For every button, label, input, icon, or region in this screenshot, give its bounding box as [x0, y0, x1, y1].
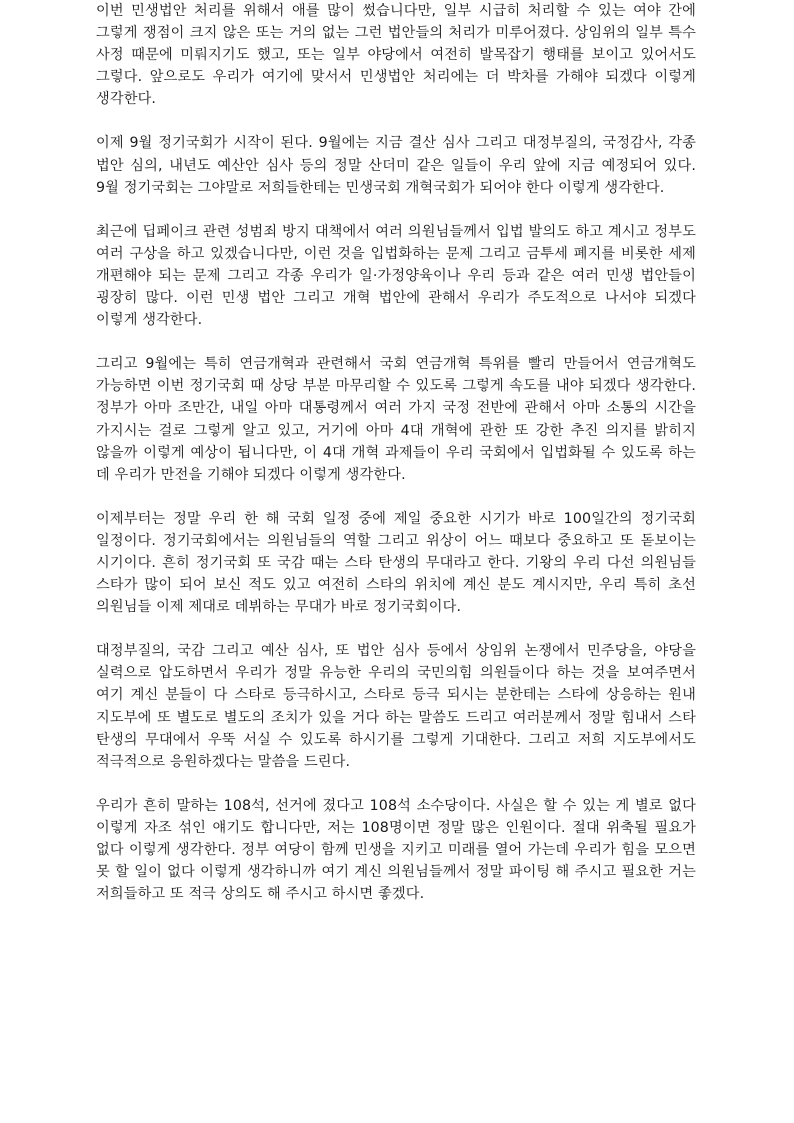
paragraph-5: 이제부터는 정말 우리 한 해 국회 일정 중에 제일 중요한 시기가 바로 100일간의 정기국회 일정이다. 정기국회에서는 의원님들의 역할 그리고 위상이 어느 때보다 중요하고 또 돋보이는 시기이다. 흔히 정기국회 또 국감 때는 스타 탄생의 무대라고 한다. 기왕의 우리 다선 의원님들 스타가 많이 되어 보신 적도 있고 여전히 스타의 위치에 계신 분도 계시지만, 우리 특히 초선 의원님들 이제 제대로 데뷔하는 무대가 바로 정기국회이다.: [96, 510, 696, 616]
paragraph-4: 그리고 9월에는 특히 연금개혁과 관련해서 국회 연금개혁 특위를 빨리 만들어서 연금개혁도 가능하면 이번 정기국회 때 상당 부분 마무리할 수 있도록 그렇게 속도를 내야 되겠다 생각한다. 정부가 아마 조만간, 내일 아마 대통령께서 여러 가지 국정 전반에 관해서 아마 소통의 시간을 가지시는 걸로 그렇게 알고 있고, 거기에 아마 4대 개혁에 관한 또 강한 추진 의지를 밝히지 않을까 이렇게 예상이 됩니다만, 이 4대 개혁 과제들이 우리 국회에서 입법화될 수 있도록 하는 데 우리가 만전을 기해야 되겠다 이렇게 생각한다.: [96, 356, 696, 483]
paragraph-3: 최근에 딥페이크 관련 성범죄 방지 대책에서 여러 의원님들께서 입법 발의도 하고 계시고 정부도 여러 구상을 하고 있겠습니다만, 이런 것을 입법화하는 문제 그리고 금투세 폐지를 비롯한 세제 개편해야 되는 문제 그리고 각종 우리가 일·가정양육이나 우리 등과 같은 여러 민생 법안들이 굉장히 많다. 이런 민생 법안 그리고 개혁 법안에 관해서 우리가 주도적으로 나서야 되겠다 이렇게 생각한다.: [96, 223, 696, 329]
paragraph-2: 이제 9월 정기국회가 시작이 된다. 9월에는 지금 결산 심사 그리고 대정부질의, 국정감사, 각종 법안 심의, 내년도 예산안 심사 등의 정말 산더미 같은 일들이 우리 앞에 지금 예정되어 있다. 9월 정기국회는 그야말로 저희들한테는 민생국회 개혁국회가 되어야 한다 이렇게 생각한다.: [96, 135, 696, 196]
document-body: [96, 0, 696, 927]
paragraph-7: 우리가 흔히 말하는 108석, 선거에 졌다고 108석 소수당이다. 사실은 할 수 있는 게 별로 없다 이렇게 자조 섞인 얘기도 합니다만, 저는 108명이면 정말 많은 인원이다. 절대 위축될 필요가 없다 이렇게 생각한다. 정부 여당이 함께 민생을 지키고 미래를 열어 가는데 우리가 힘을 모으면 못 할 일이 없다 이렇게 생각하니까 여기 계신 의원님들께서 정말 파이팅 해 주시고 필요한 거는 저희들하고 또 적극 상의도 해 주시고 하시면 좋겠다.: [96, 797, 696, 903]
paragraph-1: 이번 민생법안 처리를 위해서 애를 많이 썼습니다만, 일부 시급히 처리할 수 있는 여야 간에 그렇게 쟁점이 크지 않은 또는 거의 없는 그런 법안들의 처리가 미루어졌다. 상임위의 일부 특수 사정 때문에 미뤄지기도 했고, 또는 일부 야당에서 여전히 발목잡기 행태를 보이고 있어서도 그렇다. 앞으로도 우리가 여기에 맞서서 민생법안 처리에는 더 박차를 가해야 되겠다 이렇게 생각한다.: [96, 3, 696, 108]
paragraph-6: 대정부질의, 국감 그리고 예산 심사, 또 법안 심사 등에서 상임위 논쟁에서 민주당을, 야당을 실력으로 압도하면서 우리가 정말 유능한 우리의 국민의힘 의원들이다 하는 것을 보여주면서 여기 계신 분들이 다 스타로 등극하시고, 스타로 등극 되시는 분한테는 스타에 상응하는 원내 지도부에 또 별도로 별도의 조치가 있을 거다 하는 말씀도 드리고 여러분께서 정말 힘내서 스타 탄생의 무대에서 우뚝 서실 수 있도록 하시기를 그렇게 기대한다. 그리고 저희 지도부에서도 적극적으로 응원하겠다는 말씀을 드린다.: [96, 643, 696, 770]
